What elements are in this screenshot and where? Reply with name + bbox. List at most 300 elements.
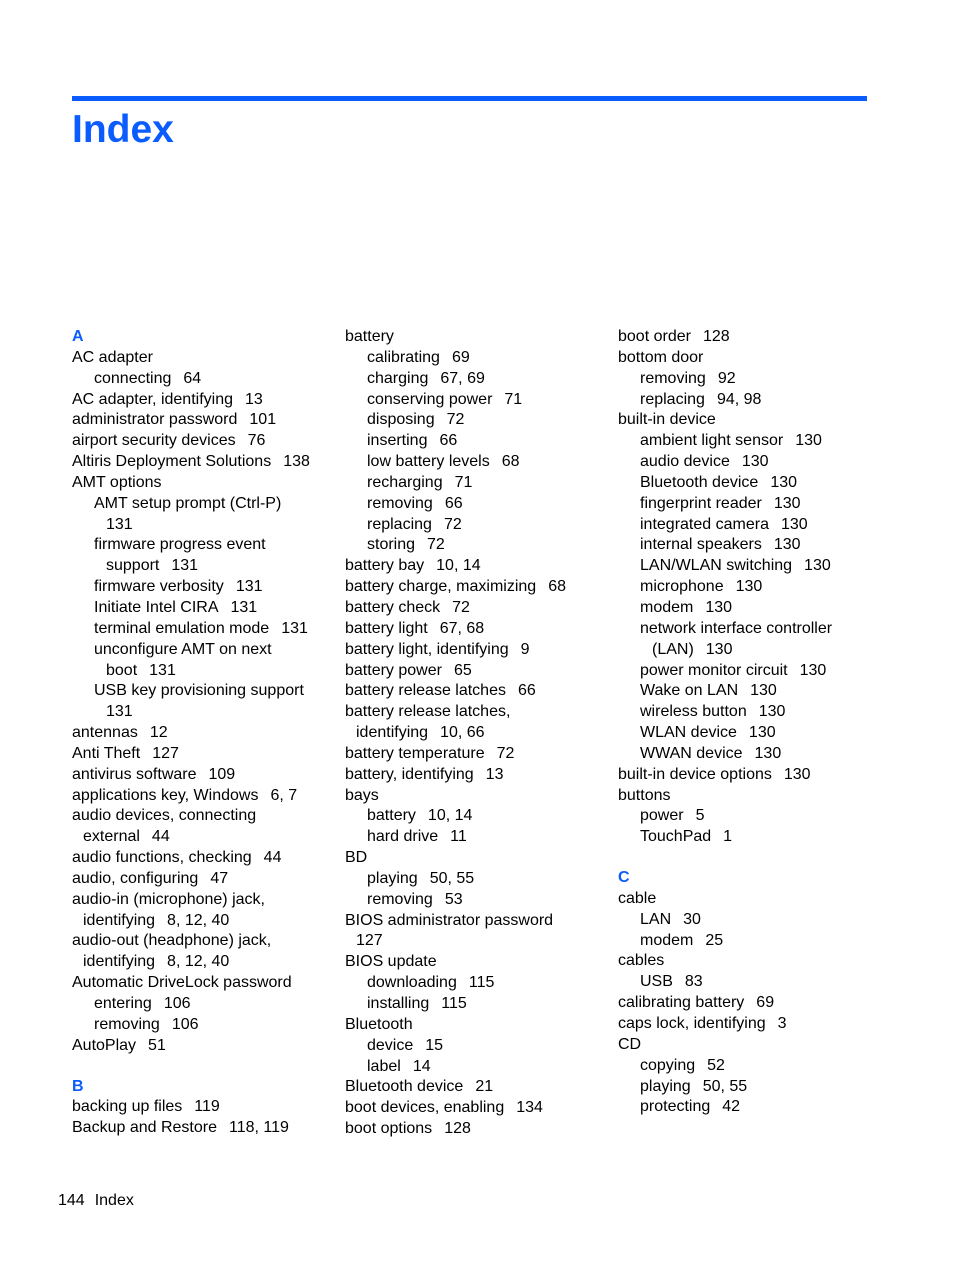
index-subentry: [618, 1056, 880, 1077]
index-entry: [345, 556, 607, 577]
index-term: battery power: [345, 661, 442, 679]
index-page-ref: 5: [695, 807, 705, 825]
index-entry: [72, 1097, 334, 1118]
index-page-ref: 52: [707, 1056, 725, 1074]
index-subentry: [618, 473, 880, 494]
index-entry: [72, 473, 334, 494]
index-page-ref: 71: [504, 390, 523, 408]
index-letter-heading: A: [72, 328, 84, 345]
index-term: hard drive: [367, 828, 439, 846]
index-page-ref: 130: [748, 724, 776, 742]
index-entry: [72, 1036, 334, 1057]
index-term: AC adapter, identifying: [72, 390, 233, 408]
index-subentry: [72, 598, 334, 619]
index-subentry: [618, 556, 880, 577]
index-term: microphone: [640, 578, 724, 596]
index-term: identifying: [83, 953, 156, 971]
index-entry: [618, 951, 880, 972]
index-term: support: [106, 557, 160, 575]
index-entry: [345, 848, 607, 869]
index-term: boot order: [618, 328, 691, 345]
index-term: audio, configuring: [72, 869, 199, 887]
index-page-ref: 109: [208, 765, 236, 783]
index-term: internal speakers: [640, 536, 762, 554]
index-page-ref: 25: [705, 931, 724, 949]
index-entry: [345, 598, 607, 619]
index-entry: [72, 348, 334, 369]
index-subentry: [72, 640, 334, 661]
index-page-ref: 131: [171, 557, 199, 575]
index-term: firmware verbosity: [94, 578, 224, 596]
index-page-ref: 130: [795, 432, 822, 450]
index-page-ref: 130: [783, 765, 811, 783]
index-term: ambient light sensor: [640, 432, 784, 450]
index-term: calibrating: [367, 348, 440, 366]
index-term: playing: [640, 1077, 691, 1095]
index-term: battery release latches: [345, 682, 506, 700]
index-term: Anti Theft: [72, 744, 141, 762]
index-term: AutoPlay: [72, 1036, 137, 1054]
index-term: bays: [345, 786, 379, 804]
index-term: device: [367, 1036, 414, 1054]
index-page-ref: 130: [804, 557, 831, 575]
index-subentry: [618, 972, 880, 993]
index-entry: [345, 681, 607, 702]
index-page-ref: 76: [247, 432, 266, 450]
index-subentry: [618, 619, 880, 640]
index-term: AMT setup prompt (Ctrl-P): [94, 494, 282, 512]
index-subentry: [72, 494, 334, 515]
index-term: battery, identifying: [345, 765, 474, 783]
index-entry: [618, 410, 880, 431]
index-subentry: [345, 1057, 607, 1078]
index-page-ref: 47: [210, 869, 229, 887]
index-page-ref: 10, 14: [427, 807, 473, 825]
index-page-ref: 130: [754, 744, 782, 762]
index-term: battery release latches,: [345, 703, 511, 721]
index-page-ref: 30: [683, 910, 701, 928]
index-entry: [72, 890, 334, 911]
index-page-ref: 134: [516, 1099, 543, 1117]
index-page-ref: 130: [735, 578, 763, 596]
index-term: LAN/WLAN switching: [640, 557, 793, 575]
index-term: removing: [367, 890, 433, 908]
index-term: Backup and Restore: [72, 1119, 217, 1137]
index-term: fingerprint reader: [640, 494, 762, 512]
index-term: administrator password: [72, 411, 238, 429]
index-term: WWAN device: [640, 744, 743, 762]
index-page-ref: 106: [171, 1015, 199, 1033]
index-subentry: [618, 1077, 880, 1098]
index-page-ref: 8, 12, 40: [167, 911, 230, 929]
index-term: power: [640, 807, 684, 825]
index-page-ref: 14: [412, 1057, 431, 1075]
index-term: boot options: [345, 1120, 433, 1138]
index-entry: [345, 1098, 607, 1119]
index-term: airport security devices: [72, 432, 236, 450]
index-page-ref: 130: [773, 536, 801, 554]
index-term: audio-out (headphone) jack,: [72, 932, 272, 950]
index-letter-heading: C: [618, 869, 630, 887]
index-term: (LAN): [652, 640, 694, 658]
index-subentry: [618, 827, 880, 848]
index-entry-continuation: [72, 515, 334, 536]
index-entry: [72, 786, 334, 807]
index-page-ref: 130: [758, 703, 786, 721]
index-term: USB: [640, 973, 673, 991]
index-page-ref: 12: [149, 724, 168, 742]
index-term: applications key, Windows: [72, 786, 259, 804]
index-entry: [618, 993, 880, 1014]
index-term: Automatic DriveLock password: [72, 974, 292, 992]
index-entry: [345, 911, 607, 932]
index-term: Initiate Intel CIRA: [94, 598, 219, 616]
index-page-ref: 53: [444, 890, 463, 908]
index-page-ref: 21: [475, 1078, 494, 1096]
index-term: Bluetooth: [345, 1015, 413, 1033]
index-term: caps lock, identifying: [618, 1015, 766, 1032]
index-term: bottom door: [618, 348, 704, 366]
index-term: calibrating battery: [618, 994, 745, 1012]
index-term: CD: [618, 1035, 642, 1053]
index-page-ref: 11: [450, 828, 467, 846]
index-entry: [72, 390, 334, 411]
index-term: protecting: [640, 1098, 711, 1116]
index-page-ref: 72: [443, 515, 462, 533]
index-term: TouchPad: [640, 828, 712, 846]
index-page-ref: 72: [452, 598, 470, 616]
index-term: modem: [640, 931, 694, 949]
index-entry: [345, 619, 607, 640]
index-entry: [72, 452, 334, 473]
index-subentry: [618, 494, 880, 515]
index-page-ref: 94, 98: [716, 390, 762, 408]
index-page-ref: 115: [468, 974, 495, 992]
index-page-ref: 50, 55: [429, 869, 475, 887]
index-page-ref: 127: [152, 744, 179, 762]
index-term: firmware progress event: [94, 536, 266, 554]
index-page-ref: 51: [148, 1036, 166, 1054]
index-page-ref: 72: [427, 536, 445, 554]
index-page-ref: 131: [281, 619, 308, 637]
index-subentry: [345, 410, 607, 431]
index-term: built-in device options: [618, 765, 772, 783]
index-term: cable: [618, 889, 657, 907]
index-term: antennas: [72, 724, 138, 742]
index-page-ref: 42: [722, 1098, 741, 1116]
index-subentry: [345, 515, 607, 536]
index-entry: [72, 931, 334, 952]
index-subentry: [72, 619, 334, 640]
index-term: disposing: [367, 411, 435, 429]
index-term: antivirus software: [72, 765, 197, 783]
index-subentry: [345, 494, 607, 515]
index-entry-continuation: [72, 827, 334, 848]
index-term: battery: [345, 328, 394, 345]
index-entry-continuation: [72, 661, 334, 682]
index-page-ref: 130: [705, 598, 733, 616]
index-term: BIOS update: [345, 953, 437, 971]
index-page-ref: 130: [741, 453, 769, 471]
index-page-ref: 10, 14: [436, 557, 481, 575]
index-term: Bluetooth device: [640, 473, 759, 491]
index-entry: [72, 410, 334, 431]
index-term: downloading: [367, 974, 457, 992]
index-term: AC adapter: [72, 348, 153, 366]
index-subentry: [618, 452, 880, 473]
index-term: battery charge, maximizing: [345, 578, 537, 596]
index-entry-continuation: [345, 723, 607, 744]
index-entry: [345, 327, 607, 348]
index-subentry: [345, 827, 607, 848]
index-subentry: [618, 806, 880, 827]
index-page-ref: 131: [235, 578, 263, 596]
index-subentry: [618, 931, 880, 952]
index-term: built-in device: [618, 411, 716, 429]
index-term: power monitor circuit: [640, 661, 788, 679]
index-entry-continuation: [72, 556, 334, 577]
index-subentry: [72, 1015, 334, 1036]
footer-section: Index: [94, 1192, 134, 1209]
index-term: backing up files: [72, 1098, 183, 1116]
index-subentry: [345, 473, 607, 494]
index-page-ref: 9: [520, 640, 530, 658]
index-entry: [72, 973, 334, 994]
index-page-ref: 130: [780, 515, 808, 533]
index-term: installing: [367, 995, 430, 1012]
index-page-ref: 130: [770, 473, 798, 491]
index-page-ref: 72: [446, 411, 465, 429]
index-term: USB key provisioning support: [94, 682, 304, 700]
page-title: Index: [72, 108, 174, 151]
index-entry: [72, 869, 334, 890]
index-page-ref: 66: [439, 432, 458, 450]
index-entry: [72, 744, 334, 765]
title-rule: [72, 96, 867, 101]
index-subentry: [72, 681, 334, 702]
index-subentry: [618, 577, 880, 598]
index-term: removing: [367, 494, 433, 512]
index-subentry: [618, 535, 880, 556]
index-entry: [618, 786, 880, 807]
index-subentry: [618, 1097, 880, 1118]
index-term: battery: [367, 807, 416, 825]
index-subentry: [618, 431, 880, 452]
index-term: recharging: [367, 473, 443, 491]
index-term: audio devices, connecting: [72, 807, 257, 825]
index-subentry: [345, 390, 607, 411]
index-entry: [618, 327, 880, 348]
index-term: copying: [640, 1056, 696, 1074]
index-page-ref: 69: [756, 994, 775, 1012]
index-page-ref: 127: [356, 932, 383, 950]
index-term: playing: [367, 869, 418, 887]
index-term: replacing: [640, 390, 705, 408]
index-subentry: [618, 702, 880, 723]
index-term: BIOS administrator password: [345, 911, 554, 929]
index-entry: [618, 765, 880, 786]
index-subentry: [345, 869, 607, 890]
index-page-ref: 131: [149, 661, 176, 679]
index-term: Wake on LAN: [640, 682, 739, 700]
index-subentry: [345, 994, 607, 1015]
index-page-ref: 44: [263, 849, 282, 867]
index-page-ref: 6, 7: [270, 786, 298, 804]
index-term: identifying: [83, 911, 156, 929]
index-page-ref: 1: [723, 828, 733, 846]
index-page-ref: 138: [283, 453, 310, 471]
index-page-ref: 130: [705, 640, 733, 658]
index-page-ref: 66: [444, 494, 463, 512]
index-entry-continuation: [618, 640, 880, 661]
page-footer: [58, 1191, 134, 1211]
index-column-2: [345, 327, 607, 1140]
index-page-ref: 118, 119: [228, 1119, 289, 1137]
index-subentry: [345, 452, 607, 473]
index-page-ref: 106: [163, 995, 191, 1012]
index-page-ref: 128: [702, 328, 730, 345]
index-subentry: [72, 577, 334, 598]
index-term: AMT options: [72, 473, 162, 491]
index-page-ref: 67, 68: [439, 619, 485, 637]
index-page-ref: 131: [106, 515, 133, 533]
index-page-ref: 10, 66: [440, 724, 485, 742]
index-page-ref: 115: [441, 995, 467, 1012]
index-entry: [345, 744, 607, 765]
index-entry: [345, 786, 607, 807]
index-page-ref: 68: [501, 453, 520, 471]
index-entry: [618, 1035, 880, 1056]
index-page-ref: 50, 55: [702, 1077, 748, 1095]
index-page-ref: 83: [684, 973, 703, 991]
index-entry: [72, 765, 334, 786]
index-term: integrated camera: [640, 515, 769, 533]
index-entry: [345, 661, 607, 682]
index-subentry: [618, 390, 880, 411]
index-entry: [72, 431, 334, 452]
index-entry: [345, 577, 607, 598]
index-subentry: [345, 431, 607, 452]
index-term: removing: [94, 1015, 160, 1033]
index-subentry: [345, 806, 607, 827]
index-term: low battery levels: [367, 453, 490, 471]
index-term: external: [83, 828, 140, 846]
index-term: label: [367, 1057, 401, 1075]
footer-page-number: 144: [58, 1192, 85, 1209]
index-subentry: [345, 369, 607, 390]
index-subentry: [618, 369, 880, 390]
index-page-ref: 8, 12, 40: [167, 953, 230, 971]
index-page-ref: 119: [194, 1098, 220, 1116]
index-subentry: [345, 890, 607, 911]
index-term: modem: [640, 598, 694, 616]
index-page-ref: 65: [453, 661, 472, 679]
index-entry: [618, 348, 880, 369]
index-entry: [345, 1015, 607, 1036]
index-term: Bluetooth device: [345, 1078, 464, 1096]
index-subentry: [345, 348, 607, 369]
index-entry: [618, 1014, 880, 1035]
index-entry: [345, 1119, 607, 1140]
index-term: connecting: [94, 369, 172, 387]
index-term: inserting: [367, 432, 428, 450]
index-term: storing: [367, 536, 416, 554]
index-term: wireless button: [640, 703, 747, 721]
index-term: charging: [367, 369, 429, 387]
index-page-ref: 15: [425, 1036, 444, 1054]
index-entry-continuation: [72, 911, 334, 932]
index-term: network interface controller: [640, 619, 833, 637]
index-subentry: [618, 723, 880, 744]
index-page-ref: 3: [777, 1015, 787, 1032]
index-page-ref: 131: [106, 703, 133, 721]
index-subentry: [345, 973, 607, 994]
index-subentry: [618, 744, 880, 765]
index-entry: [618, 889, 880, 910]
index-term: entering: [94, 995, 152, 1012]
index-page-ref: 64: [183, 369, 202, 387]
index-entry: [345, 1077, 607, 1098]
index-page-ref: 69: [451, 348, 470, 366]
index-term: audio device: [640, 453, 730, 471]
index-page-ref: 67, 69: [440, 369, 485, 387]
index-entry: [345, 765, 607, 786]
index-term: battery temperature: [345, 744, 485, 762]
index-page-ref: 92: [717, 369, 736, 387]
index-term: replacing: [367, 515, 432, 533]
index-page-ref: 128: [444, 1120, 471, 1138]
index-entry: [345, 702, 607, 723]
index-page-ref: 68: [548, 578, 566, 596]
index-term: Altiris Deployment Solutions: [72, 453, 272, 471]
index-column-1: [72, 327, 334, 1139]
index-page-ref: 72: [496, 744, 515, 762]
index-entry-continuation: [72, 702, 334, 723]
index-term: BD: [345, 849, 368, 867]
index-term: unconfigure AMT on next: [94, 640, 272, 658]
index-term: boot devices, enabling: [345, 1099, 505, 1117]
index-term: WLAN device: [640, 724, 737, 742]
index-page-ref: 130: [799, 661, 827, 679]
index-subentry: [72, 369, 334, 390]
index-term: cables: [618, 952, 665, 970]
index-entry: [345, 640, 607, 661]
index-page-ref: 66: [517, 682, 536, 700]
index-page-ref: 71: [454, 473, 473, 491]
index-entry: [72, 848, 334, 869]
index-letter-heading: B: [72, 1077, 84, 1095]
index-page-ref: 101: [249, 411, 277, 429]
index-term: battery light: [345, 619, 428, 637]
index-page-ref: 130: [750, 682, 777, 700]
index-subentry: [618, 661, 880, 682]
index-term: battery check: [345, 598, 441, 616]
index-page-ref: 130: [773, 494, 801, 512]
index-page-ref: 13: [485, 765, 504, 783]
index-entry-continuation: [345, 931, 607, 952]
index-term: audio functions, checking: [72, 849, 252, 867]
index-term: boot: [106, 661, 138, 679]
index-subentry: [618, 910, 880, 931]
index-entry: [72, 1118, 334, 1139]
index-page-ref: 13: [245, 390, 263, 408]
index-entry: [72, 723, 334, 744]
index-column-3: [618, 327, 880, 1118]
index-term: battery bay: [345, 557, 425, 575]
index-subentry: [345, 535, 607, 556]
index-term: identifying: [356, 724, 429, 742]
index-entry: [72, 806, 334, 827]
